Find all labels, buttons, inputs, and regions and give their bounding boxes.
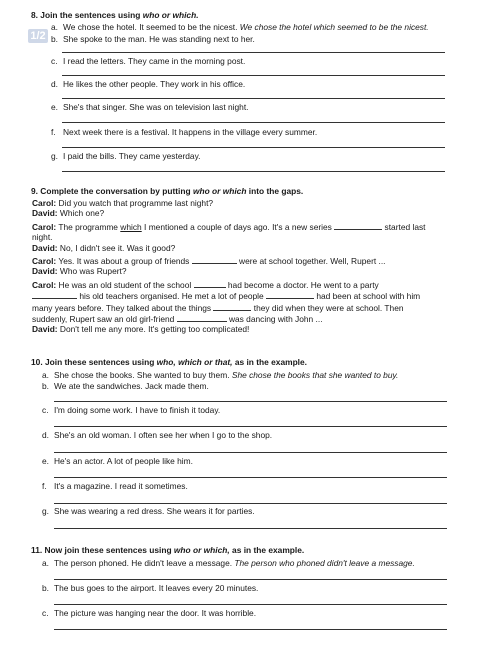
item-label: g.: [42, 506, 49, 516]
heading-emphasis: who or which.: [142, 10, 199, 20]
heading-text: 11. Now join these sentences using: [31, 545, 174, 555]
dialogue-text: He was an old student of the school: [56, 279, 194, 290]
gap-blank[interactable]: [194, 279, 226, 288]
item-label: d.: [42, 430, 49, 440]
dialogue-text: Yes. It was about a group of friends: [56, 256, 192, 267]
speaker-label: David:: [32, 324, 58, 335]
example-answer: She chose the books that she wanted to buy.: [231, 370, 399, 380]
ex11-item-c: [42, 608, 256, 619]
item-text: The picture was hanging near the door. It was horrible.: [54, 608, 257, 618]
conversation: [32, 198, 452, 335]
item-label: b.: [51, 34, 58, 44]
item-label: a.: [51, 22, 58, 32]
answer-line-8e[interactable]: [62, 122, 445, 123]
speaker-label: David:: [32, 242, 58, 253]
item-text: She spoke to the man. He was standing next to her.: [63, 34, 255, 44]
answer-line-8g[interactable]: [62, 171, 445, 172]
ex10-item-d: [42, 430, 272, 441]
item-text: I read the letters. They came in the morning post.: [63, 56, 246, 66]
ex10-item-e: [42, 456, 193, 467]
answer-line-11b[interactable]: [54, 604, 447, 605]
heading-text-end: into the gaps.: [246, 186, 304, 196]
page-badge: 1/2: [28, 29, 48, 43]
example-answer: We chose the hotel which seemed to be the nicest.: [239, 22, 429, 32]
speaker-label: David:: [32, 208, 58, 219]
dialogue-text: were at school together. Well, Rupert ...: [236, 256, 386, 267]
item-label: f.: [42, 481, 47, 491]
gap-blank[interactable]: [177, 313, 227, 322]
item-label: f.: [51, 127, 56, 137]
item-text: He likes the other people. They work in his office.: [63, 79, 246, 89]
heading-emphasis: who, which or that,: [156, 357, 233, 367]
answer-line-10g[interactable]: [54, 528, 447, 529]
exercise-9-heading: [31, 186, 303, 197]
exercise-10-heading: [31, 357, 307, 368]
speaker-label: Carol:: [32, 198, 57, 208]
ex10-item-b: [42, 381, 209, 392]
item-label: e.: [42, 456, 49, 466]
item-label: c.: [42, 608, 49, 618]
item-text: He's an actor. A lot of people like him.: [54, 456, 193, 466]
dialogue-text: many years before. They talked about the things: [32, 302, 214, 313]
ex8-item-c: [51, 56, 245, 67]
exercise-8-heading: [31, 10, 199, 21]
item-label: e.: [51, 102, 58, 112]
dialogue-text: Did you watch that programme last night?: [56, 198, 214, 208]
gap-blank[interactable]: [213, 302, 251, 311]
dialogue-text: night.: [32, 232, 53, 243]
answer-line-10d[interactable]: [54, 452, 447, 453]
item-label: c.: [42, 405, 49, 415]
ex8-item-f: [51, 127, 317, 138]
ex10-item-f: [42, 481, 188, 492]
item-text: She was wearing a red dress. She wears it for parties.: [54, 506, 255, 516]
answer-line-10c[interactable]: [54, 426, 447, 427]
gap-blank[interactable]: [192, 255, 237, 264]
dialogue-text: Which one?: [57, 208, 105, 219]
ex10-item-g: [42, 506, 255, 517]
speaker-label: Carol:: [32, 221, 57, 232]
answer-line-8c[interactable]: [62, 75, 445, 76]
ex8-item-b: [51, 34, 255, 45]
dialogue-text: I mentioned a couple of days ago. It's a new series: [141, 221, 335, 232]
heading-emphasis: who or which,: [173, 545, 230, 555]
item-text: We ate the sandwiches. Jack made them.: [54, 381, 209, 391]
dialogue-text: suddenly, Rupert saw an old girl-friend: [32, 314, 177, 325]
heading-text: 10. Join these sentences using: [31, 357, 157, 367]
example-answer: The person who phoned didn't leave a message.: [234, 558, 415, 568]
item-text: The bus goes to the airport. It leaves every 20 minutes.: [54, 583, 259, 593]
item-label: a.: [42, 558, 49, 568]
item-text: I paid the bills. They came yesterday.: [63, 151, 201, 161]
answer-line-8b[interactable]: [62, 52, 445, 53]
dialogue-text: had been at school with him: [314, 291, 421, 302]
dialogue-text: was dancing with John ...: [226, 314, 323, 325]
speaker-label: Carol:: [32, 256, 57, 267]
dialogue-text: had become a doctor. He went to a party: [225, 279, 379, 290]
item-text: It's a magazine. I read it sometimes.: [54, 481, 188, 491]
ex10-item-c: [42, 405, 220, 416]
answer-line-11a[interactable]: [54, 579, 447, 580]
answer-line-10b[interactable]: [54, 401, 447, 402]
ex11-item-b: [42, 583, 258, 594]
item-label: b.: [42, 381, 49, 391]
dialogue-text: started last: [382, 221, 426, 232]
ex8-item-d: [51, 79, 245, 90]
item-text: She's an old woman. I often see her when I go to the shop.: [54, 430, 273, 440]
ex11-item-a: [42, 558, 415, 569]
answer-line-10f[interactable]: [54, 503, 447, 504]
gap-blank[interactable]: [266, 290, 314, 299]
gap-blank[interactable]: [334, 221, 382, 230]
ex8-item-g: [51, 151, 200, 162]
answer-line-11c[interactable]: [54, 629, 447, 630]
item-label: g.: [51, 151, 58, 161]
heading-text: 8. Join the sentences using: [31, 10, 143, 20]
answer-line-8f[interactable]: [62, 147, 445, 148]
ex8-item-e: [51, 102, 249, 113]
heading-text: 9. Complete the conversation by putting: [31, 186, 193, 196]
dialogue-text: The programme: [56, 221, 121, 232]
ex10-item-a: [42, 370, 398, 381]
item-text: She chose the books. She wanted to buy them.: [54, 370, 232, 380]
answer-line-8d[interactable]: [62, 98, 445, 99]
heading-text-end: as in the example.: [232, 357, 307, 367]
gap-blank[interactable]: [32, 290, 77, 299]
example-gap-answer: which: [120, 221, 142, 232]
item-label: b.: [42, 583, 49, 593]
item-text: I'm doing some work. I have to finish it today.: [54, 405, 221, 415]
item-text: We chose the hotel. It seemed to be the nicest.: [63, 22, 240, 32]
dialogue-text: No, I didn't see it. Was it good?: [57, 242, 176, 253]
heading-emphasis: who or which: [192, 186, 247, 196]
speaker-label: David:: [32, 266, 58, 277]
item-label: c.: [51, 56, 58, 66]
item-text: Next week there is a festival. It happens in the village every summer.: [63, 127, 318, 137]
dialogue-text: Who was Rupert?: [57, 266, 127, 277]
ex8-item-a: [51, 22, 429, 33]
dialogue-text: Don't tell me any more. It's getting too complicated!: [57, 324, 250, 335]
item-label: a.: [42, 370, 49, 380]
dialogue-text: his old teachers organised. He met a lot of people: [77, 291, 267, 302]
answer-line-10e[interactable]: [54, 477, 447, 478]
dialogue-text: they did when they were at school. Then: [251, 302, 404, 313]
item-text: She's that singer. She was on television last night.: [63, 102, 249, 112]
heading-text-end: as in the example.: [229, 545, 305, 555]
speaker-label: Carol:: [32, 279, 57, 290]
item-text: The person phoned. He didn't leave a message.: [54, 558, 235, 568]
item-label: d.: [51, 79, 58, 89]
exercise-11-heading: [31, 545, 304, 556]
